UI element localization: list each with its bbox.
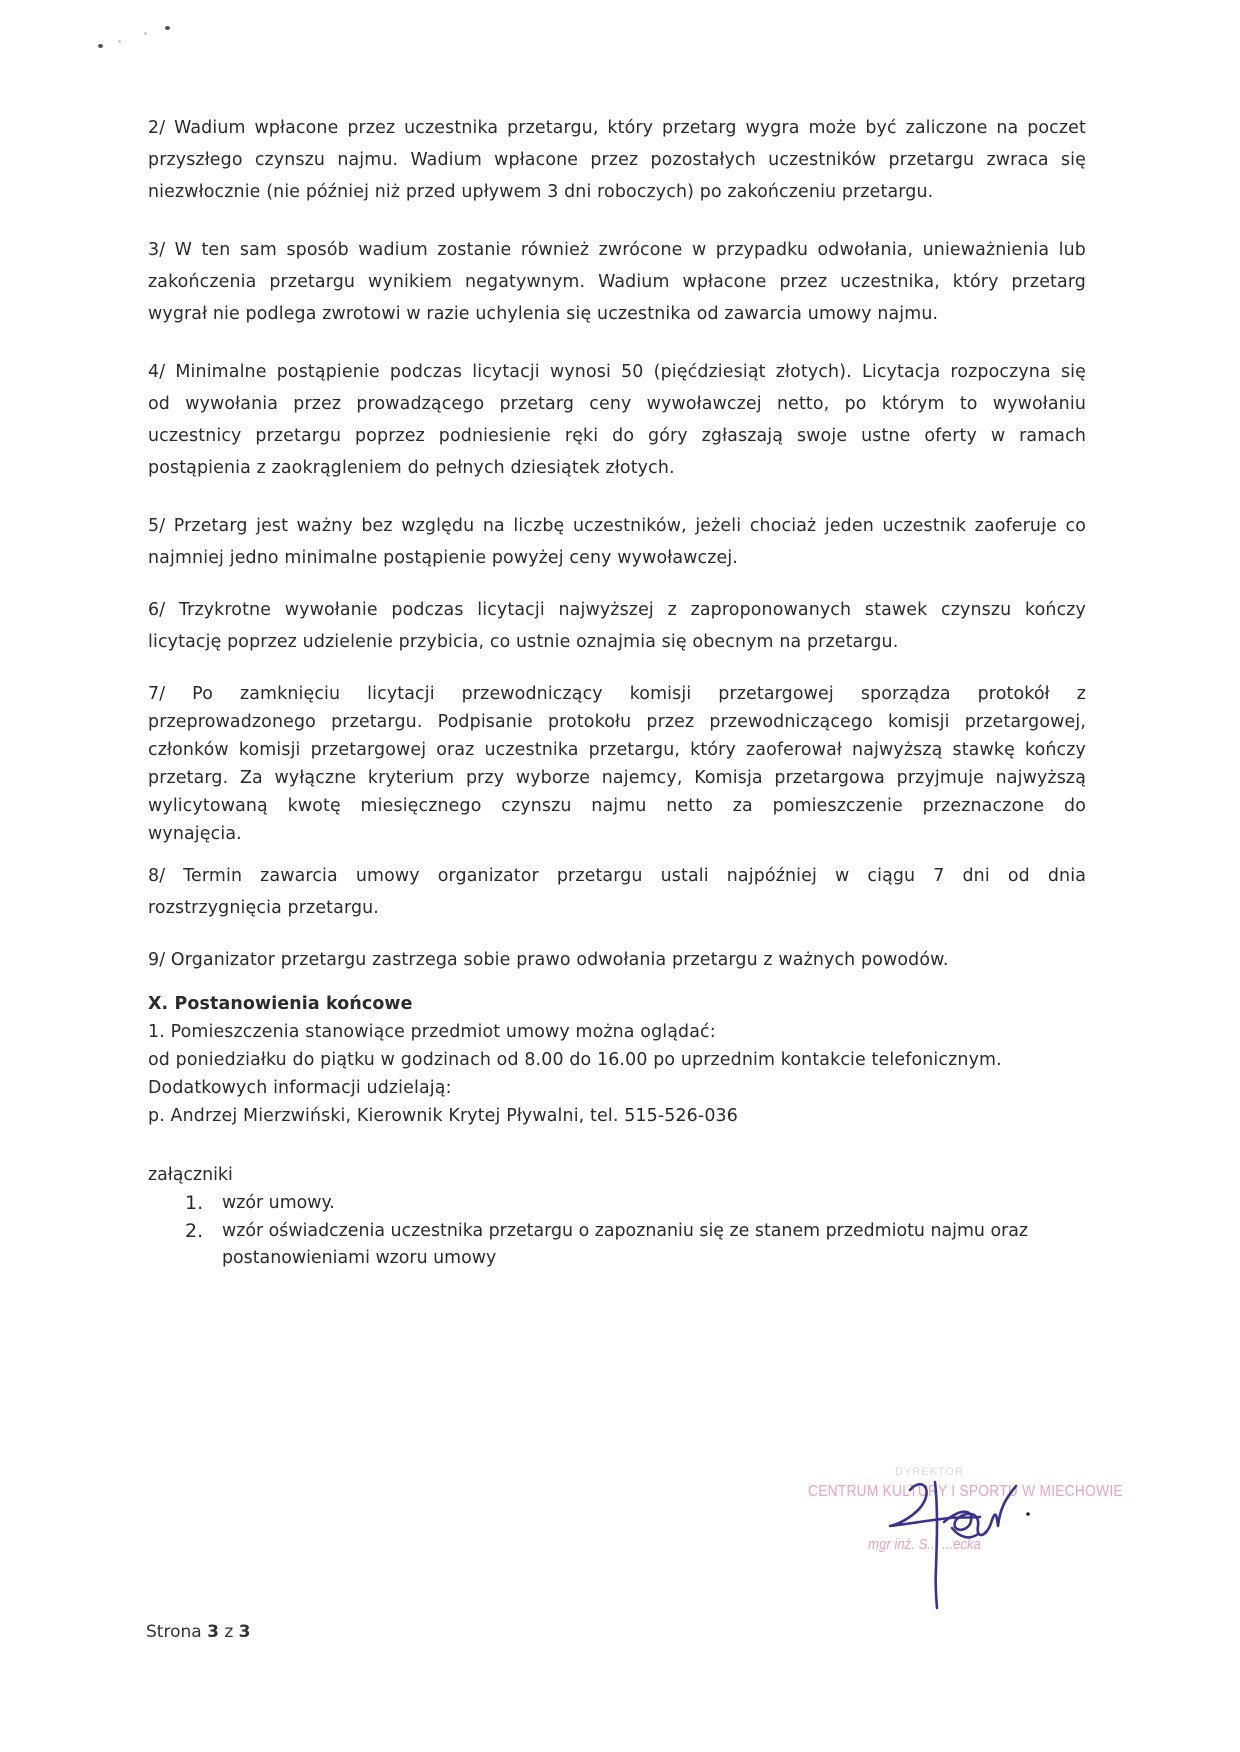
text-line: przyszłego czynszu najmu. Wadium wpłacone przez pozostałych uczestników przetargu zwraca się: [148, 150, 1086, 170]
scan-artifact: [144, 32, 147, 35]
paragraph-9: [148, 944, 1086, 976]
text-line: niezwłocznie (nie później niż przed upływem 3 dni roboczych) po zakończeniu przetargu.: [148, 182, 934, 202]
text-line: 5/ Przetarg jest ważny bez względu na liczbę uczestników, jeżeli chociaż jeden uczestnik zaoferuje co: [148, 516, 1086, 536]
attachments-label: załączniki: [148, 1165, 233, 1185]
paragraph-8: [148, 860, 1086, 924]
attachment-text: wzór umowy.: [222, 1193, 335, 1213]
paragraph-6: [148, 594, 1086, 658]
text-line: uczestnicy przetargu poprzez podniesienie ręki do góry zgłaszają swoje ustne oferty w ramach: [148, 426, 1086, 446]
final-provisions-section: [148, 990, 1086, 1130]
text-line: rozstrzygnięcia przetargu.: [148, 898, 379, 918]
text-line: wynajęcia.: [148, 824, 242, 844]
scan-artifact: [165, 26, 170, 30]
attachment-text: postanowieniami wzoru umowy: [222, 1248, 497, 1268]
section-heading: X. Postanowienia końcowe: [148, 994, 413, 1014]
paragraph-4: [148, 356, 1086, 484]
paragraph-2: [148, 112, 1086, 208]
text-line: wylicytowaną kwotę miesięcznego czynszu najmu netto za pomieszczenie przeznaczone do: [148, 796, 1086, 816]
page-label: Strona: [146, 1622, 208, 1642]
text-line: od wywołania przez prowadzącego przetarg ceny wywoławczej netto, po którym to wywołaniu: [148, 394, 1086, 414]
paragraph-7: [148, 680, 1086, 848]
text-line: wygrał nie podlega zwrotowi w razie uchylenia się uczestnika od zawarcia umowy najmu.: [148, 304, 939, 324]
text-line: członków komisji przetargowej oraz uczestnika przetargu, który zaoferował najwyższą stawkę kończy: [148, 740, 1086, 760]
text-line: licytację poprzez udzielenie przybicia, co ustnie oznajmia się obecnym na przetargu.: [148, 632, 899, 652]
scan-artifact: [98, 44, 103, 48]
stamp-name: mgr inż. S... ...ecka: [868, 1536, 981, 1553]
text-line: od poniedziałku do piątku w godzinach od 8.00 do 16.00 po uprzednim kontakcie telefonicznym.: [148, 1050, 1002, 1070]
text-line: zakończenia przetargu wynikiem negatywnym. Wadium wpłacone przez uczestnika, który przetarg: [148, 272, 1086, 292]
text-line: 6/ Trzykrotne wywołanie podczas licytacji najwyższej z zaproponowanych stawek czynszu kończy: [148, 600, 1086, 620]
text-line: postąpienia z zaokrągleniem do pełnych dziesiątek złotych.: [148, 458, 675, 478]
current-page: 3: [207, 1622, 219, 1642]
contact-line: p. Andrzej Mierzwiński, Kierownik Krytej Pływalni, tel. 515-526-036: [148, 1106, 738, 1126]
attachment-text: wzór oświadczenia uczestnika przetargu o zapoznaniu się ze stanem przedmiotu najmu oraz: [222, 1221, 1029, 1241]
text-line: 1. Pomieszczenia stanowiące przedmiot umowy można oglądać:: [148, 1022, 716, 1042]
text-line: najmniej jedno minimalne postąpienie powyżej ceny wywoławczej.: [148, 548, 739, 568]
page-number: [146, 1622, 251, 1642]
text-line: 3/ W ten sam sposób wadium zostanie również zwrócone w przypadku odwołania, unieważnienia lub: [148, 240, 1086, 260]
total-pages: 3: [238, 1622, 251, 1642]
text-line: 8/ Termin zawarcia umowy organizator przetargu ustali najpóźniej w ciągu 7 dni od dnia: [148, 866, 1086, 886]
page-separator: z: [218, 1622, 239, 1642]
text-line: 4/ Minimalne postąpienie podczas licytacji wynosi 50 (pięćdziesiąt złotych). Licytacja rozpoczyna się: [148, 362, 1086, 382]
paragraph-5: [148, 510, 1086, 574]
text-line: 7/ Po zamknięciu licytacji przewodniczący komisji przetargowej sporządza protokół z: [148, 684, 1086, 704]
scan-artifact: [118, 40, 121, 43]
paragraph-3: [148, 234, 1086, 330]
signature-icon: [880, 1468, 1080, 1618]
stamp-institution: CENTRUM KULTURY I SPORTU W MIECHOWIE: [808, 1483, 1123, 1500]
list-number: 1.: [185, 1192, 204, 1214]
text-line: 2/ Wadium wpłacone przez uczestnika przetargu, który przetarg wygra może być zaliczone na poczet: [148, 118, 1086, 138]
text-line: przetarg. Za wyłączne kryterium przy wyborze najemcy, Komisja przetargowa przyjmuje najwyższą: [148, 768, 1086, 788]
text-line: Dodatkowych informacji udzielają:: [148, 1078, 452, 1098]
list-number: 2.: [185, 1220, 204, 1242]
stamp-title: DYREKTOR: [895, 1466, 964, 1478]
text-line: przeprowadzonego przetargu. Podpisanie protokołu przez przewodniczącego komisji przetargowej,: [148, 712, 1086, 732]
text-line: 9/ Organizator przetargu zastrzega sobie prawo odwołania przetargu z ważnych powodów.: [148, 950, 949, 970]
